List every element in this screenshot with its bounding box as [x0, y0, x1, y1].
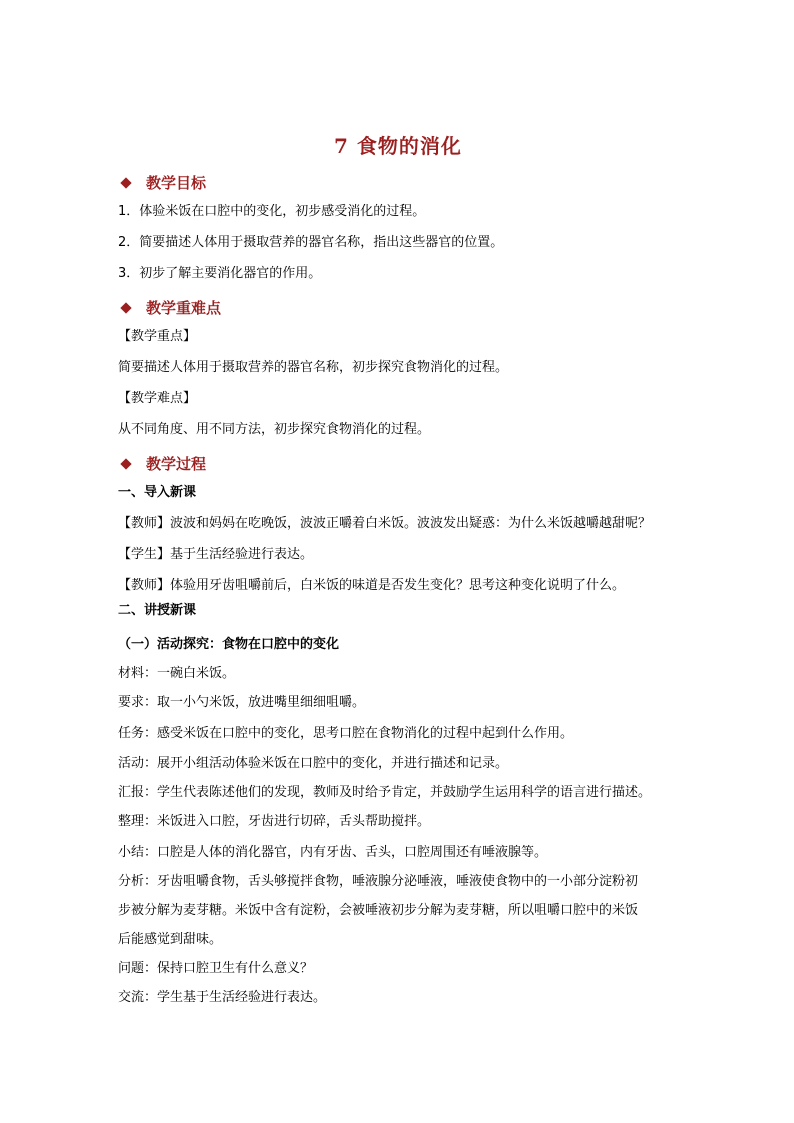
focus-label: 【教学重点】	[118, 329, 197, 344]
part1-heading: 一、导入新课	[118, 485, 197, 500]
activity-heading: （一）活动探究：食物在口腔中的变化	[118, 637, 340, 652]
section-heading-goals-label: 教学目标	[146, 174, 207, 192]
activity-line-3: 任务：感受米饭在口腔中的变化，思考口腔在食物消化的过程中起到什么作用。	[118, 726, 574, 741]
activity-line-10: 后能感觉到甜味。	[118, 932, 223, 947]
activity-line-4: 活动：展开小组活动体验米饭在口腔中的变化，并进行描述和记录。	[118, 756, 509, 771]
section-heading-goals	[118, 172, 206, 193]
activity-line-1: 材料：一碗白米饭。	[118, 666, 236, 681]
goal-item-2: 2．简要描述人体用于摄取营养的器官名称，指出这些器官的位置。	[118, 235, 504, 250]
activity-line-6: 整理：米饭进入口腔，牙齿进行切碎，舌头帮助搅拌。	[118, 814, 431, 829]
activity-line-7: 小结：口腔是人体的消化器官，内有牙齿、舌头，口腔周围还有唾液腺等。	[118, 845, 548, 860]
diamond-bullet-icon	[120, 177, 131, 188]
goal-item-1: 1．体验米饭在口腔中的变化，初步感受消化的过程。	[118, 204, 426, 219]
section-heading-key-points	[118, 297, 221, 318]
diamond-bullet-icon	[120, 302, 131, 313]
part1-line-2: 【学生】基于生活经验进行表达。	[118, 547, 314, 562]
difficulty-label: 【教学难点】	[118, 391, 197, 406]
activity-line-5: 汇报：学生代表陈述他们的发现，教师及时给予肯定，并鼓励学生运用科学的语言进行描述。	[118, 785, 652, 800]
section-heading-key-points-label: 教学重难点	[146, 299, 222, 317]
section-heading-process-label: 教学过程	[146, 455, 207, 473]
part1-line-3: 【教师】体验用牙齿咀嚼前后，白米饭的味道是否发生变化？思考这种变化说明了什么。	[118, 578, 626, 593]
part1-line-1: 【教师】波波和妈妈在吃晚饭，波波正嚼着白米饭。波波发出疑惑：为什么米饭越嚼越甜呢？	[118, 516, 652, 531]
activity-line-12: 交流：学生基于生活经验进行表达。	[118, 990, 327, 1005]
page-title: 7 食物的消化	[334, 134, 462, 158]
difficulty-text: 从不同角度、用不同方法，初步探究食物消化的过程。	[118, 422, 431, 437]
focus-text: 简要描述人体用于摄取营养的器官名称，初步探究食物消化的过程。	[118, 360, 509, 375]
activity-line-8: 分析：牙齿咀嚼食物，舌头够搅拌食物，唾液腺分泌唾液，唾液使食物中的一小部分淀粉初	[118, 874, 639, 889]
activity-line-9: 步被分解为麦芽糖。米饭中含有淀粉，会被唾液初步分解为麦芽糖，所以咀嚼口腔中的米饭	[118, 903, 639, 918]
activity-line-2: 要求：取一小勺米饭，放进嘴里细细咀嚼。	[118, 695, 366, 710]
section-heading-process	[118, 453, 206, 474]
part2-heading: 二、讲授新课	[118, 603, 197, 618]
diamond-bullet-icon	[120, 458, 131, 469]
goal-item-3: 3．初步了解主要消化器官的作用。	[118, 266, 322, 281]
activity-line-11: 问题：保持口腔卫生有什么意义？	[118, 961, 314, 976]
